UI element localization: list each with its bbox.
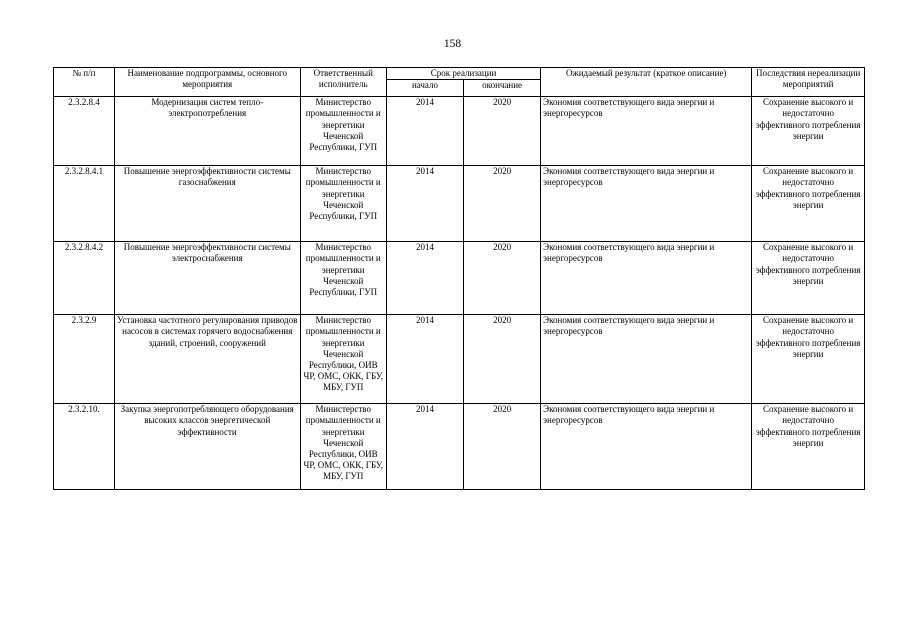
column-header-consequences: Последствия нереализации мероприятий xyxy=(752,68,865,97)
cell-start: 2014 xyxy=(386,97,463,166)
table-row xyxy=(54,404,865,490)
cell-name: Закупка энергопотребляющего оборудования высоких классов энергетической эффективности xyxy=(114,404,300,490)
cell-num: 2.3.2.8.4.2 xyxy=(54,242,115,315)
cell-executor: Министерство промышленности и энергетики Чеченской Республики, ГУП xyxy=(300,166,386,242)
column-header-num: № п/п xyxy=(54,68,115,97)
cell-executor: Министерство промышленности и энергетики Чеченской Республики, ОИВ ЧР, ОМС, ОКК, ГБУ, МБУ, ГУП xyxy=(300,404,386,490)
table-row xyxy=(54,166,865,242)
cell-num: 2.3.2.9 xyxy=(54,315,115,404)
table-header-row xyxy=(54,68,865,80)
column-header-start: начало xyxy=(386,80,463,97)
cell-name: Модернизация систем тепло-электропотребления xyxy=(114,97,300,166)
cell-end: 2020 xyxy=(464,242,541,315)
cell-end: 2020 xyxy=(464,166,541,242)
column-header-end: окончание xyxy=(464,80,541,97)
cell-result: Экономия соответствующего вида энергии и энергоресурсов xyxy=(541,404,752,490)
cell-name: Повышение энергоэффективности системы электроснабжения xyxy=(114,242,300,315)
table-row xyxy=(54,242,865,315)
cell-end: 2020 xyxy=(464,404,541,490)
cell-consequences: Сохранение высокого и недостаточно эффективного потребления энергии xyxy=(752,166,865,242)
cell-num: 2.3.2.8.4 xyxy=(54,97,115,166)
cell-name: Установка частотного регулирования приводов насосов в системах горячего водоснабжения зданий, строений, сооружений xyxy=(114,315,300,404)
cell-result: Экономия соответствующего вида энергии и энергоресурсов xyxy=(541,242,752,315)
column-header-period: Срок реализации xyxy=(386,68,540,80)
column-header-name: Наименование подпрограммы, основного мероприятия xyxy=(114,68,300,97)
cell-start: 2014 xyxy=(386,242,463,315)
cell-consequences: Сохранение высокого и недостаточно эффективного потребления энергии xyxy=(752,242,865,315)
cell-consequences: Сохранение высокого и недостаточно эффективного потребления энергии xyxy=(752,97,865,166)
cell-num: 2.3.2.8.4.1 xyxy=(54,166,115,242)
cell-executor: Министерство промышленности и энергетики Чеченской Республики, ОИВ ЧР, ОМС, ОКК, ГБУ, МБУ, ГУП xyxy=(300,315,386,404)
table-row xyxy=(54,315,865,404)
page-number: 158 xyxy=(443,38,462,50)
cell-consequences: Сохранение высокого и недостаточно эффективного потребления энергии xyxy=(752,315,865,404)
column-header-result: Ожидаемый результат (краткое описание) xyxy=(541,68,752,97)
cell-start: 2014 xyxy=(386,315,463,404)
cell-result: Экономия соответствующего вида энергии и энергоресурсов xyxy=(541,97,752,166)
cell-result: Экономия соответствующего вида энергии и энергоресурсов xyxy=(541,166,752,242)
cell-end: 2020 xyxy=(464,97,541,166)
table-row xyxy=(54,97,865,166)
column-header-executor: Ответственный исполнитель xyxy=(300,68,386,97)
cell-consequences: Сохранение высокого и недостаточно эффективного потребления энергии xyxy=(752,404,865,490)
cell-executor: Министерство промышленности и энергетики Чеченской Республики, ГУП xyxy=(300,97,386,166)
cell-result: Экономия соответствующего вида энергии и энергоресурсов xyxy=(541,315,752,404)
program-activities-table xyxy=(53,67,865,490)
cell-num: 2.3.2.10. xyxy=(54,404,115,490)
cell-start: 2014 xyxy=(386,404,463,490)
cell-start: 2014 xyxy=(386,166,463,242)
cell-executor: Министерство промышленности и энергетики Чеченской Республики, ГУП xyxy=(300,242,386,315)
cell-end: 2020 xyxy=(464,315,541,404)
cell-name: Повышение энергоэффективности системы газоснабжения xyxy=(114,166,300,242)
